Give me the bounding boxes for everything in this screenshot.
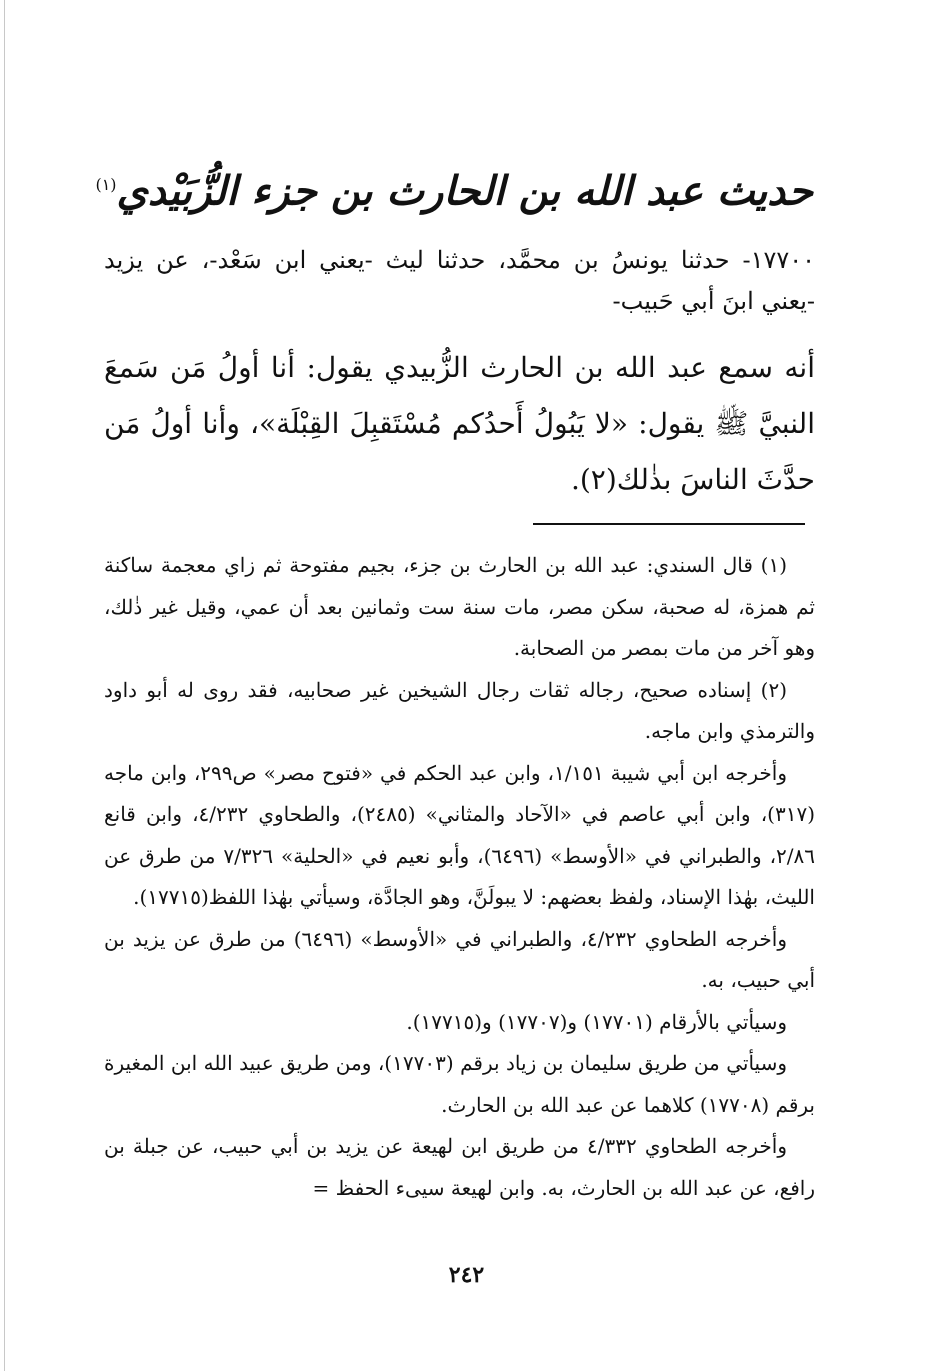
page-edge-line [4, 0, 5, 1371]
footnote-2-other-routes: وسيأتي من طريق سليمان بن زياد برقم (١٧٧٠٣)، ومن طريق عبيد الله ابن المغيرة برقم (١٧٧٠٨) كلاهما عن عبد الله بن الحارث. [104, 1051, 815, 1117]
chapter-title-footnote-ref: (١) [95, 175, 117, 194]
footnote-2: (٢) إسناده صحيح، رجاله ثقات رجال الشيخين غير صحابيه، فقد روى له أبو داود والترمذي وابن ماجه. [104, 677, 815, 743]
footnotes [104, 545, 815, 1209]
footnote-1: (١) قال السندي: عبد الله بن الحارث بن جزء، بجيم مفتوحة ثم زاي معجمة ساكنة ثم همزة، له صحبة، سكن مصر، مات سنة ست وثمانين بعد أن عمي، وقيل غير ذٰلك، وهو آخر من مات بمصر من الصحابة. [104, 553, 815, 660]
hadith-matn: أنه سمع عبد الله بن الحارث الزُّبيدي يقول: أنا أولُ مَن سَمعَ النبيَّ ﷺ يقول: «لا يَبُولُ أَحدُكم مُسْتَقبِلَ القِبْلَة»، وأنا أولُ مَن حدَّثَ الناسَ بذٰلك(٢). [104, 351, 815, 496]
footnote-2-takhrij: وأخرجه ابن أبي شيبة ١/١٥١، وابن عبد الحكم في «فتوح مصر» ص٢٩٩، وابن ماجه (٣١٧)، وابن أبي عاصم في «الآحاد والمثاني» (٢٤٨٥)، والطحاوي ٤/٢٣٢، وابن قانع ٢/٨٦، والطبراني في «الأوسط» (٦٤٩٦)، وأبو نعيم في «الحلية» ٧/٣٢٦ من طرق عن الليث، بهٰذا الإسناد، ولفظ بعضهم: لا يبولَنَّ، وهو الجادَّة، وسيأتي بهٰذا اللفظ(١٧٧١٥). [104, 760, 815, 909]
footnote-separator [533, 523, 805, 525]
footnote-2-takhrij-tahawi: وأخرجه الطحاوي ٤/٢٣٢، والطبراني في «الأوسط» (٦٤٩٦) من طرق عن يزيد بن أبي حبيب، به. [104, 926, 815, 992]
chapter-title-text: حديث عبد الله بن الحارث بن جزء الزُّبَيْدي [116, 167, 813, 215]
chapter-title [95, 150, 813, 226]
footnote-2-cross-refs: وسيأتي بالأرقام (١٧٧٠١) و(١٧٧٠٧) و(١٧٧١٥). [406, 1009, 787, 1034]
footnote-2-ibn-lahia: وأخرجه الطحاوي ٤/٣٣٢ من طريق ابن لهيعة عن يزيد بن أبي حبيب، عن جبلة بن رافع، عن عبد الله بن الحارث، به. وابن لهيعة سيىء الحفظ = [104, 1134, 815, 1200]
page-number: ٢٤٢ [448, 1262, 485, 1288]
hadith-isnad: ١٧٧٠٠- حدثنا يونسُ بن محمَّد، حدثنا ليث -يعني ابن سَعْد-، عن يزيد -يعني ابنَ أبي حَبيب- [104, 246, 816, 315]
